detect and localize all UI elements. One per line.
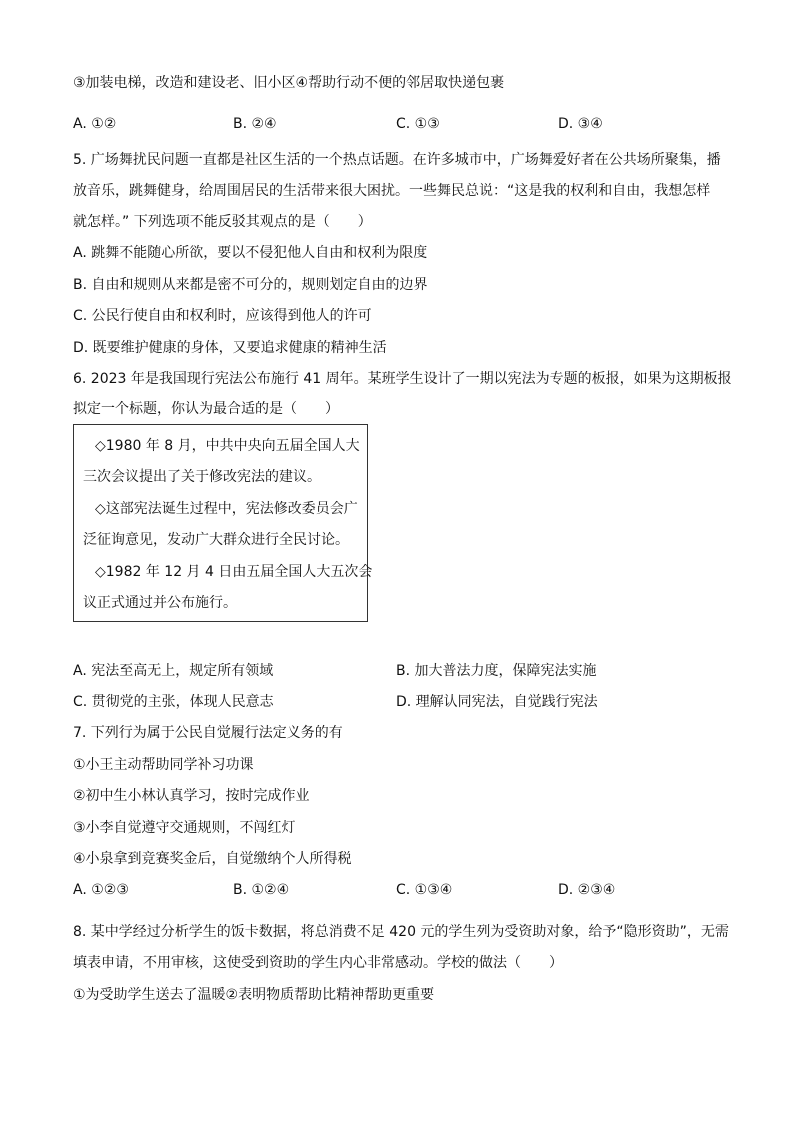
q7-option-b: B. ①②④	[233, 882, 290, 898]
q7-stem: 7. 下列行为属于公民自觉履行法定义务的有	[73, 725, 343, 741]
q6-option-c: C. 贯彻党的主张，体现人民意志	[73, 694, 274, 710]
q6-box-line-6: 议正式通过并公布施行。	[83, 595, 237, 611]
q6-option-b: B. 加大普法力度，保障宪法实施	[396, 663, 597, 679]
q4-option-b: B. ②④	[233, 116, 277, 132]
q5-option-a: A. 跳舞不能随心所欲，要以不侵犯他人自由和权利为限度	[73, 245, 428, 261]
q7-statement-3: ③小李自觉遵守交通规则，不闯红灯	[73, 820, 296, 836]
q6-stem-line-1: 6. 2023 年是我国现行宪法公布施行 41 周年。某班学生设计了一期以宪法为专题的板报，如果为这期板报	[73, 371, 732, 387]
q4-option-a: A. ①②	[73, 116, 117, 132]
q6-option-d: D. 理解认同宪法，自觉践行宪法	[396, 694, 598, 710]
q6-box-line-2: 三次会议提出了关于修改宪法的建议。	[83, 469, 321, 485]
q8-statement-line: ①为受助学生送去了温暖②表明物质帮助比精神帮助更重要	[73, 987, 435, 1003]
q5-option-c: C. 公民行使自由和权利时，应该得到他人的许可	[73, 308, 372, 324]
q4-option-c: C. ①③	[396, 116, 440, 132]
q5-option-b: B. 自由和规则从来都是密不可分的，规则划定自由的边界	[73, 277, 428, 293]
q6-option-a: A. 宪法至高无上，规定所有领域	[73, 663, 274, 679]
q5-stem-line-2: 放音乐，跳舞健身，给周围居民的生活带来很大困扰。一些舞民总说：“这是我的权利和自由，我想怎样	[73, 183, 711, 199]
q5-option-d: D. 既要维护健康的身体，又要追求健康的精神生活	[73, 340, 387, 356]
q6-box-line-5: ◇1982 年 12 月 4 日由五届全国人大五次会	[95, 564, 373, 580]
q8-stem-line-1: 8. 某中学经过分析学生的饭卡数据，将总消费不足 420 元的学生列为受资助对象，给予“隐形资助”，无需	[73, 924, 729, 940]
q7-option-d: D. ②③④	[558, 882, 616, 898]
q6-box-line-4: 泛征询意见，发动广大群众进行全民讨论。	[83, 532, 349, 548]
q4-statement-line: ③加装电梯，改造和建设老、旧小区④帮助行动不便的邻居取快递包裹	[73, 75, 505, 91]
q6-box-line-1: ◇1980 年 8 月，中共中央向五届全国人大	[95, 438, 360, 454]
q7-option-c: C. ①③④	[396, 882, 453, 898]
q4-option-d: D. ③④	[558, 116, 603, 132]
q6-box-line-3: ◇这部宪法诞生过程中，宪法修改委员会广	[95, 501, 358, 517]
q5-stem-line-3: 就怎样。” 下列选项不能反驳其观点的是（ ）	[73, 214, 372, 230]
q8-stem-line-2: 填表申请，不用审核，这使受到资助的学生内心非常感动。学校的做法（ ）	[73, 955, 563, 971]
q7-statement-2: ②初中生小林认真学习，按时完成作业	[73, 788, 310, 804]
q6-stem-line-2: 拟定一个标题，你认为最合适的是（ ）	[73, 401, 339, 417]
q7-option-a: A. ①②③	[73, 882, 129, 898]
q7-statement-4: ④小泉拿到竞赛奖金后，自觉缴纳个人所得税	[73, 851, 352, 867]
q5-stem-line-1: 5. 广场舞扰民问题一直都是社区生活的一个热点话题。在许多城市中，广场舞爱好者在公共场所聚集，播	[73, 152, 721, 168]
q7-statement-1: ①小王主动帮助同学补习功课	[73, 757, 254, 773]
